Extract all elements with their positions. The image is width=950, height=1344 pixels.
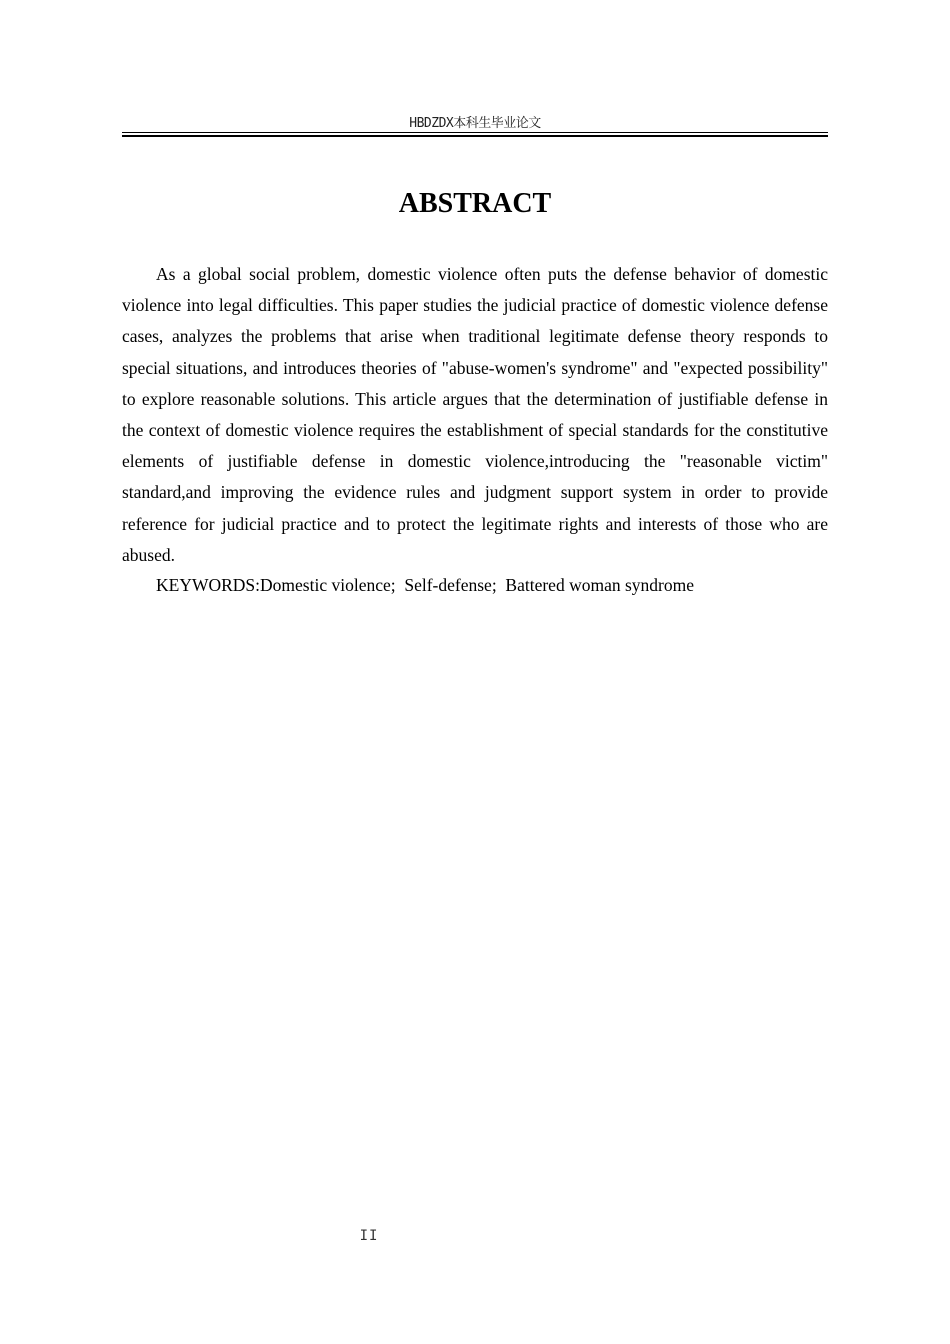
abstract-body: As a global social problem, domestic violence often puts the defense behavior of domestic violence into legal difficulties. This paper studies the judicial practice of domestic violence defense cases, analyzes the problems that arise when traditional legitimate defense theory responds to special situations, and introduces theories of "abuse-women's syndrome" and "expected possibility" to explore reasonable solutions. This article argues that the determination of justifiable defense in the context of domestic violence requires the establishment of special standards for the constitutive elements of justifiable defense in domestic violence,introducing the "reasonable victim" standard,and improving the evidence rules and judgment support system in order to provide reference for judicial practice and to protect the legitimate rights and interests of those who are abused. bbox=[122, 264, 828, 565]
running-header: HBDZDX本科生毕业论文 bbox=[409, 116, 541, 131]
keywords-line: KEYWORDS:Domestic violence; Self-defense; Battered woman syndrome bbox=[156, 575, 694, 595]
abstract-title: ABSTRACT bbox=[398, 188, 552, 219]
page-number: II bbox=[359, 1228, 379, 1244]
header-double-rule bbox=[122, 132, 828, 137]
